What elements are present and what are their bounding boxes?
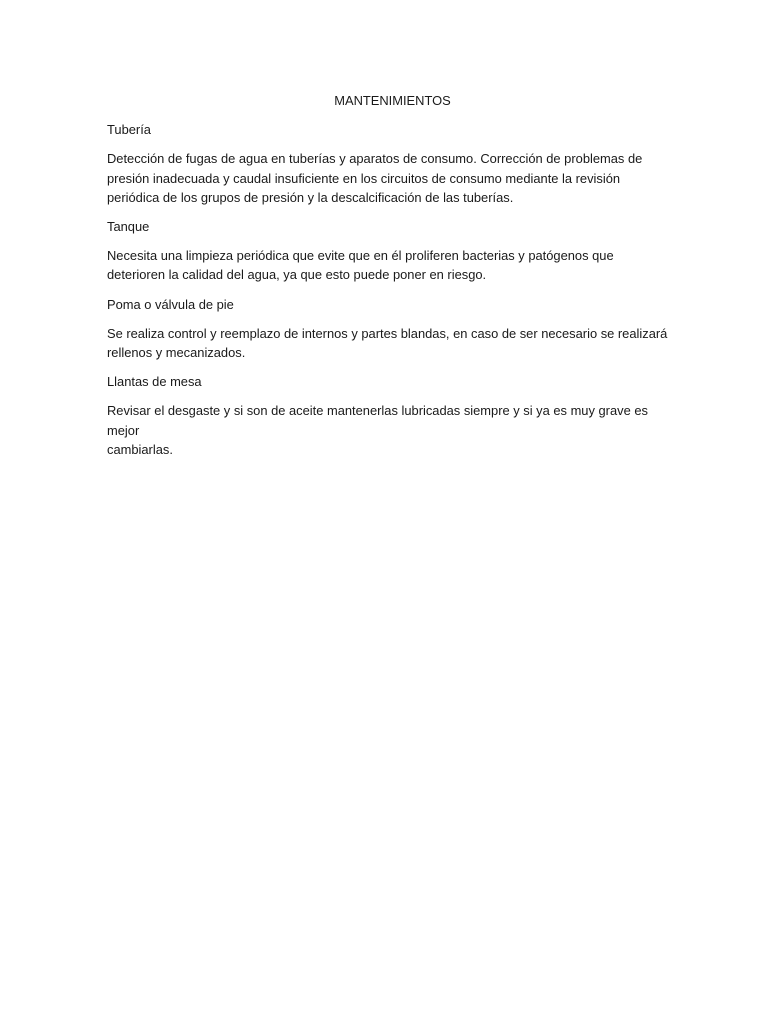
paragraph-line: Necesita una limpieza periódica que evite que en él proliferen bacterias y patógenos que [107,248,614,264]
section-tanque [107,217,668,285]
document-title: MANTENIMIENTOS [334,93,451,108]
section-paragraph [107,149,668,207]
paragraph-line: Detección de fugas de agua en tuberías y aparatos de consumo. Corrección de problemas de [107,151,643,167]
section-heading: Tanque [107,219,150,235]
paragraph-line: rellenos y mecanizados. [107,345,246,361]
paragraph-line: periódica de los grupos de presión y la descalcificación de las tuberías. [107,189,514,205]
section-paragraph [107,401,668,459]
section-tuberia [107,120,668,207]
section-poma [107,295,668,363]
section-heading: Tubería [107,122,151,138]
section-heading: Poma o válvula de pie [107,296,234,312]
section-paragraph [107,324,668,362]
section-llantas [107,372,668,459]
paragraph-line: presión inadecuada y caudal insuficiente en los circuitos de consumo mediante la revisión [107,170,621,186]
section-paragraph [107,246,668,284]
paragraph-line: Se realiza control y reemplazo de internos y partes blandas, en caso de ser necesario se realizará [107,325,668,341]
paragraph-line: deterioren la calidad del agua, ya que esto puede poner en riesgo. [107,267,487,283]
paragraph-line: Revisar el desgaste y si son de aceite mantenerlas lubricadas siempre y si ya es muy grave es mejor [107,403,648,438]
paragraph-line: cambiarlas. [107,441,173,457]
section-heading: Llantas de mesa [107,374,202,390]
